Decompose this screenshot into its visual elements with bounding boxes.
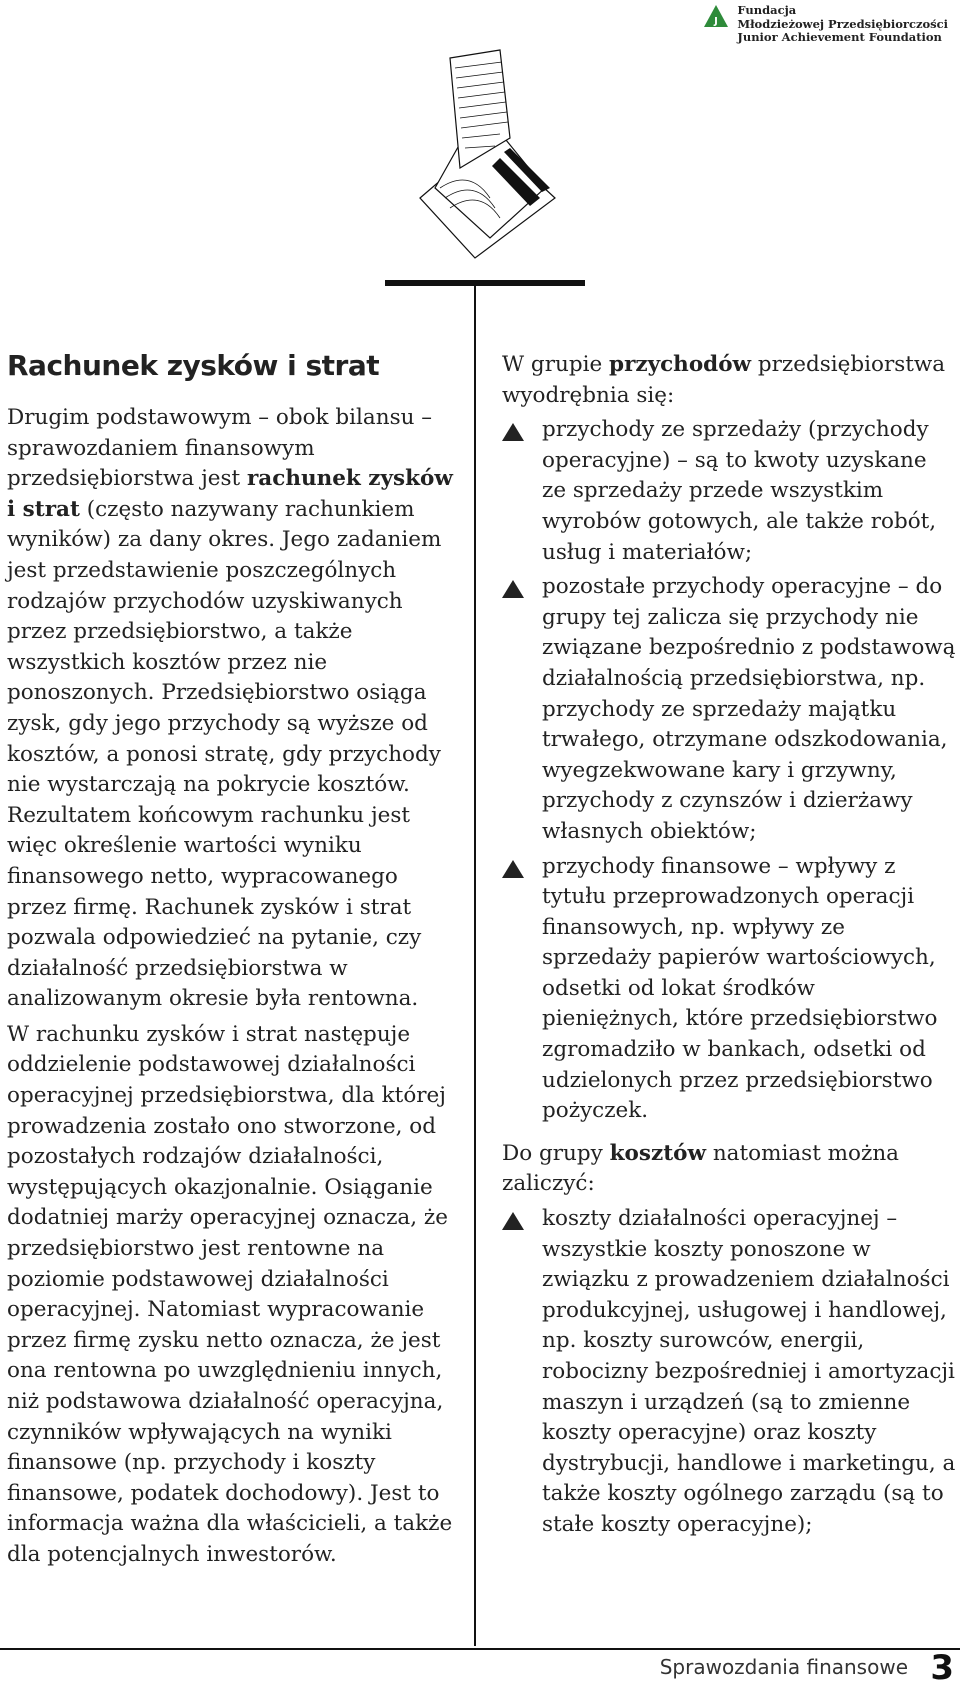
revenue-item-text: przychody ze sprzedaży (przychody operacyjne) – są to kwoty uzyskane ze sprzedaży przede wszystkim wyrobów gotowych, ale także robót, usług i materiałów; — [542, 417, 937, 565]
footer-title: Sprawozdania finansowe — [659, 1655, 908, 1679]
horizontal-divider — [385, 280, 585, 286]
paragraph-intro-a: Drugim podstawowym – obok bilansu – sprawozdaniem finansowym przedsiębiorstwa jest — [7, 405, 433, 492]
triangle-bullet-icon — [502, 1212, 524, 1230]
footer-rule — [0, 1648, 960, 1650]
paragraph-operations: W rachunku zysków i strat następuje oddzielenie podstawowej działalności operacyjnej przedsiębiorstwa, dla której prowadzenia zostało ono stworzone, od pozostałych rodzajów działalności, występujących okazjonalnie. Osiąganie dodatniej marży operacyjnej oznacza, że przedsiębiorstwo jest rentowne na poziomie podstawowej działalności operacyjnej. Natomiast wypracowanie przez firmę zysku netto oznacza, że jest ona rentowna po uwzględnieniu innych, niż podstawowa działalność operacyjna, czynników wpływających na wyniki finansowe (np. przychody i koszty finansowe, podatek dochodowy). Jest to informacja ważna dla właścicieli, a także dla potencjalnych inwestorów. — [7, 1021, 453, 1567]
costs-intro-b: natomiast można zaliczyć: — [502, 1140, 899, 1197]
logo-line-1: Fundacja — [737, 3, 797, 17]
list-item — [502, 415, 957, 568]
logo-mark-icon — [703, 4, 729, 28]
list-item — [502, 572, 957, 847]
logo-line-2: Młodzieżowej Przedsiębiorczości — [737, 16, 948, 31]
cost-item-text: koszty działalności operacyjnej – wszystkie koszty ponoszone w związku z prowadzeniem działalności produkcyjnej, usługowej i handlowej, np. koszty surowców, energii, robocizny bezpośredniej i amortyzacji maszyn i urządzeń (są to zmienne koszty operacyjne) oraz koszty dystrybucji, handlowe i marketingu, a także koszty ogólnego zarządu (są to stałe koszty operacyjne); — [542, 1206, 956, 1537]
triangle-bullet-icon — [502, 860, 524, 878]
revenue-item-text: przychody finansowe – wpływy z tytułu przeprowadzonych operacji finansowych, np. wpływy ze sprzedaży papierów wartościowych, odsetki od lokat środków pieniężnych, które przedsiębiorstwo zgromadziło w bankach, odsetki od udzielonych przez przedsiębiorstwo pożyczek. — [542, 853, 938, 1124]
costs-intro — [502, 1139, 957, 1200]
paragraph-intro — [7, 403, 462, 1015]
foundation-logo — [703, 4, 948, 45]
left-column — [7, 349, 462, 1576]
term-revenue: przychodów — [609, 352, 752, 377]
page-number: 3 — [930, 1648, 954, 1688]
papers-illustration — [380, 48, 590, 298]
triangle-bullet-icon — [502, 423, 524, 441]
revenue-intro — [502, 350, 957, 411]
revenue-item-text: pozostałe przychody operacyjne – do grupy tej zalicza się przychody nie związane bezpośrednio z podstawową działalnością przedsiębiorstwa, np. przychody ze sprzedaży majątku trwałego, otrzymane odszkodowania, wyegzekwowane kary i grzywny, przychody z czynszów i dzierżawy własnych obiektów; — [542, 574, 956, 844]
logo-text — [737, 4, 948, 45]
revenue-intro-b: przedsiębiorstwa wyodrębnia się: — [502, 352, 946, 408]
revenue-list — [502, 415, 957, 1127]
section-heading: Rachunek zysków i strat — [7, 349, 380, 382]
list-item — [502, 1204, 957, 1541]
list-item — [502, 852, 957, 1127]
term-income-statement: rachunek zysków i strat — [7, 466, 453, 522]
logo-line-3: Junior Achievement Foundation — [737, 30, 942, 44]
right-column — [502, 350, 957, 1553]
revenue-intro-a: W grupie — [502, 352, 610, 377]
triangle-bullet-icon — [502, 580, 524, 598]
term-costs: kosztów — [609, 1140, 706, 1166]
svg-text:J: J — [714, 16, 719, 27]
paragraph-intro-b: (często nazywany rachunkiem wyników) za dany okres. Jego zadaniem jest przedstawienie poszczególnych rodzajów przychodów uzyskiwanych przez przedsiębiorstwo, a także wszystkich kosztów przez nie ponoszonych. Przedsiębiorstwo osiąga zysk, gdy jego przychody są wyższe od kosztów, a ponosi stratę, gdy przychody nie wystarczają na pokrycie kosztów. Rezultatem końcowym rachunku jest więc określenie wartości wyniku finansowego netto, wypracowanego przez firmę. Rachunek zysków i strat pozwala odpowiedzieć na pytanie, czy działalność przedsiębiorstwa w analizowanym okresie była rentowna. — [7, 496, 442, 1012]
column-divider — [474, 284, 476, 1646]
costs-intro-a: Do grupy — [502, 1140, 610, 1166]
costs-list — [502, 1204, 957, 1541]
